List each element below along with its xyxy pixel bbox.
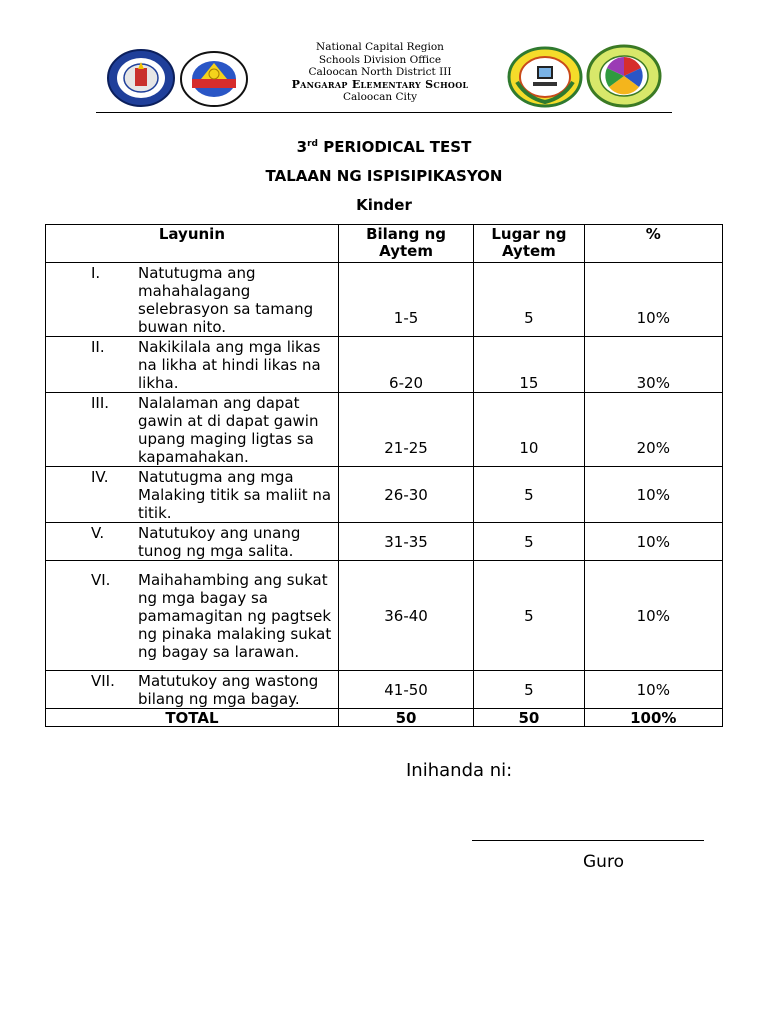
row-number: V. [91, 523, 105, 542]
header-item-count: Bilang ng Aytem [338, 225, 473, 263]
table-row [46, 467, 723, 523]
region-name: National Capital Region [316, 41, 444, 53]
total-label: TOTAL [46, 709, 339, 727]
grade-level: Kinder [356, 196, 412, 214]
row-range: 31-35 [338, 523, 473, 561]
caloocan-north-district-seal-icon [507, 46, 583, 108]
row-count: 15 [474, 337, 584, 393]
row-count: 5 [474, 467, 584, 523]
table-row [46, 263, 723, 337]
test-title [0, 138, 768, 156]
row-objective: Maihahambing ang sukat ng mga bagay sa pamamagitan ng pagtsek ng pinaka malaking sukat ng bagay sa larawan. [138, 570, 332, 661]
row-range: 6-20 [338, 337, 473, 393]
schools-division-office-seal-icon [179, 50, 249, 108]
header-item-place: Lugar ng Aytem [474, 225, 584, 263]
city-name: Caloocan City [342, 91, 418, 103]
test-name: PERIODICAL TEST [323, 138, 472, 156]
row-percent: 30% [584, 337, 722, 393]
letterhead [0, 0, 768, 115]
table-row [46, 671, 723, 709]
row-number: III. [91, 393, 110, 412]
row-number: VII. [91, 671, 115, 690]
signatory-role: Guro [583, 852, 624, 872]
row-count: 5 [474, 561, 584, 671]
test-ordinal-suffix: rd [307, 139, 318, 149]
deped-seal-icon [106, 48, 176, 108]
total-row [46, 709, 723, 727]
table-row [46, 523, 723, 561]
row-objective: Nakikilala ang mga likas na likha at hindi likas na likha. [138, 337, 321, 392]
row-objective: Natutugma ang mga Malaking titik sa maliit na titik. [138, 467, 332, 522]
row-objective: Nalalaman ang dapat gawin at di dapat gawin upang maging ligtas sa kapamahakan. [138, 393, 319, 466]
row-percent: 10% [584, 467, 722, 523]
school-name: Pangarap Elementary School [291, 77, 469, 91]
row-range: 26-30 [338, 467, 473, 523]
total-percent: 100% [584, 709, 722, 727]
row-range: 1-5 [338, 263, 473, 337]
row-objective: Natutukoy ang unang tunog ng mga salita. [138, 523, 301, 560]
row-number: VI. [91, 570, 111, 589]
prepared-by-label: Inihanda ni: [406, 760, 513, 781]
row-range: 41-50 [338, 671, 473, 709]
row-objective: Natutugma ang mahahalagang selebrasyon sa tamang buwan nito. [138, 263, 314, 336]
header-percent: % [584, 225, 722, 263]
row-count: 5 [474, 523, 584, 561]
row-range: 21-25 [338, 393, 473, 467]
district-name: Caloocan North District III [308, 66, 452, 78]
row-count: 10 [474, 393, 584, 467]
table-row [46, 337, 723, 393]
row-count: 5 [474, 671, 584, 709]
test-ordinal: 3 [296, 138, 308, 156]
row-objective: Matutukoy ang wastong bilang ng mga bagay. [138, 671, 319, 708]
letterhead-divider [96, 112, 672, 113]
table-subtitle: TALAAN NG ISPISIPIKASYON [265, 167, 503, 185]
row-percent: 10% [584, 263, 722, 337]
pangarap-elementary-school-seal-icon [586, 44, 662, 108]
row-number: I. [91, 263, 101, 282]
table-row [46, 393, 723, 467]
division-name: Schools Division Office [318, 53, 442, 66]
letterhead-text [250, 41, 510, 104]
header-objective: Layunin [46, 225, 339, 263]
row-count: 5 [474, 263, 584, 337]
signature-line [472, 840, 704, 841]
table-row [46, 561, 723, 671]
total-count: 50 [338, 709, 473, 727]
row-number: IV. [91, 467, 109, 486]
specification-table [45, 224, 723, 727]
row-percent: 10% [584, 671, 722, 709]
row-percent: 10% [584, 561, 722, 671]
row-percent: 10% [584, 523, 722, 561]
total-place: 50 [474, 709, 584, 727]
row-percent: 20% [584, 393, 722, 467]
row-range: 36-40 [338, 561, 473, 671]
row-number: II. [91, 337, 105, 356]
